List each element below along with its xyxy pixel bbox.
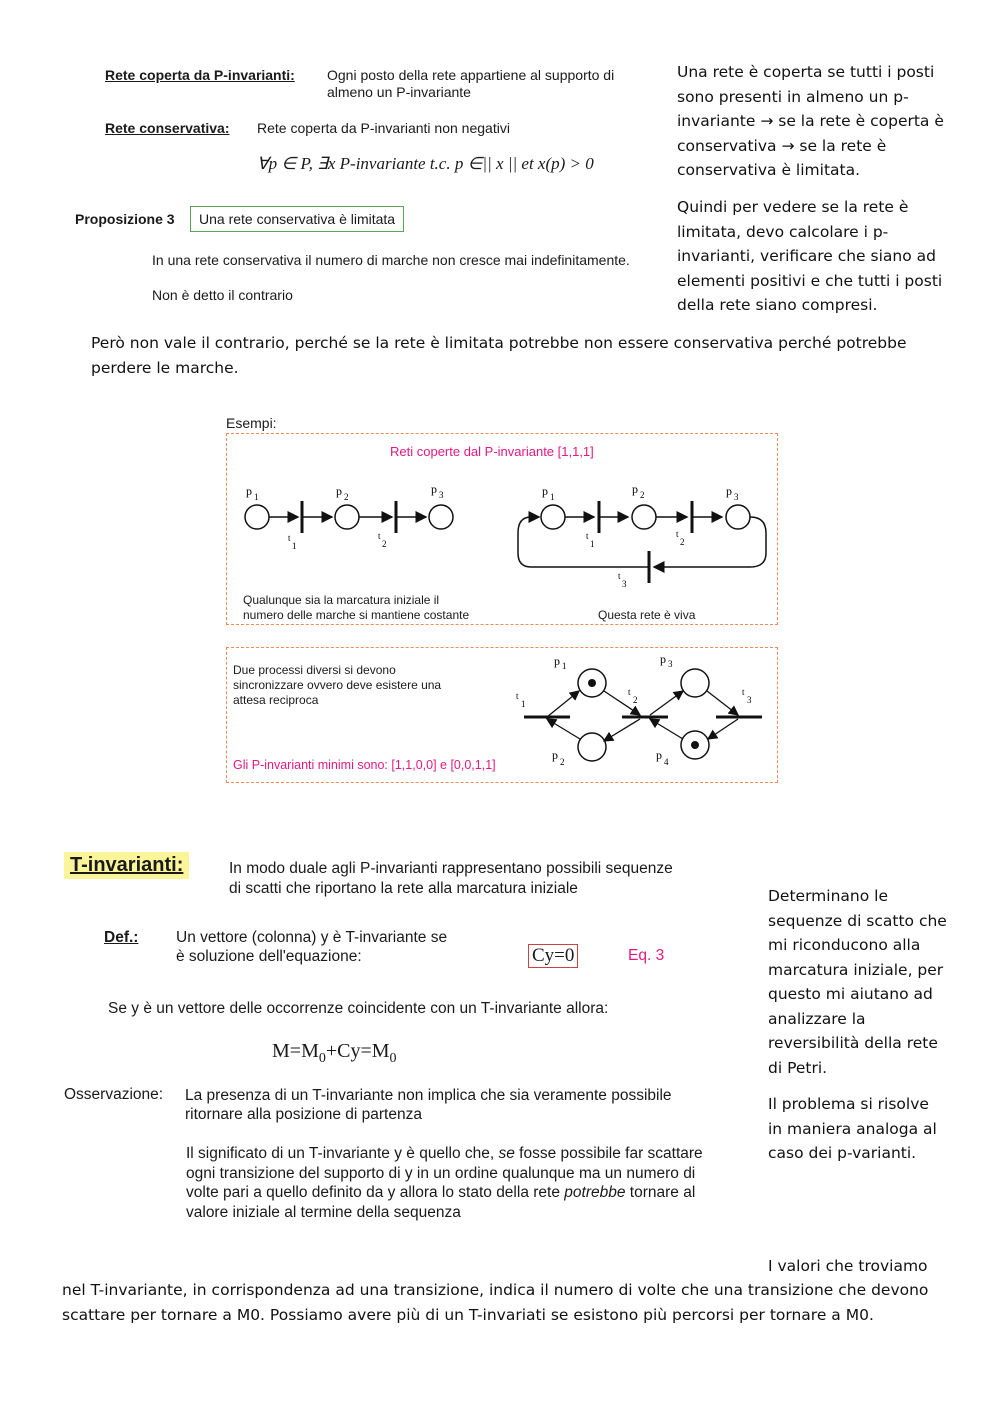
example-box-2-text: Due processi diversi si devono sincronizzare ovvero deve esistere una attesa reciproca <box>233 663 442 707</box>
proposition-text-2: Non è detto il contrario <box>152 287 293 303</box>
place-p1 <box>245 505 269 529</box>
svg-text:2: 2 <box>680 537 685 547</box>
svg-text:2: 2 <box>640 490 645 500</box>
example-box-1-title: Reti coperte dal P-invariante [1,1,1] <box>390 444 594 459</box>
svg-text:t: t <box>516 691 519 701</box>
svg-text:t: t <box>586 531 589 541</box>
example-box-1-caption-right: Questa rete è viva <box>598 608 696 622</box>
covered-net-desc: Ogni posto della rete appartiene al supporto di almeno un P-invariante <box>327 67 615 100</box>
petri-net-sync-example <box>500 647 776 781</box>
occurrence-text: Se y è un vettore delle occorrenze coincidente con un T-invariante allora: <box>108 1000 609 1017</box>
examples-heading: Esempi: <box>226 415 277 431</box>
svg-text:3: 3 <box>747 695 752 705</box>
paragraph-converse: Però non vale il contrario, perché se la rete è limitata potrebbe non essere conservativa perché potrebbe perdere le marche. <box>91 334 907 377</box>
svg-text:4: 4 <box>664 757 669 767</box>
svg-text:p: p <box>542 484 548 498</box>
conservative-net-label: Rete conservativa: <box>105 120 230 136</box>
observation-label: Osservazione: <box>64 1086 164 1103</box>
svg-text:2: 2 <box>382 539 387 549</box>
svg-text:1: 1 <box>254 492 259 502</box>
svg-text:p: p <box>431 482 437 496</box>
svg-text:p: p <box>656 748 662 762</box>
svg-text:1: 1 <box>562 661 567 671</box>
svg-text:t: t <box>628 687 631 697</box>
svg-text:3: 3 <box>668 659 673 669</box>
definition-label: Def.: <box>104 929 139 946</box>
svg-text:t: t <box>676 529 679 539</box>
equation-label: Eq. 3 <box>628 947 665 964</box>
proposition-text-1: In una rete conservativa il numero di marche non cresce mai indefinitamente. <box>152 252 630 268</box>
svg-text:t: t <box>742 687 745 697</box>
equation-box: Cy=0 <box>528 944 578 968</box>
svg-text:t: t <box>618 571 621 581</box>
svg-text:1: 1 <box>292 541 297 551</box>
place-p2 <box>335 505 359 529</box>
conservative-net-desc: Rete coperta da P-invarianti non negativi <box>257 120 510 136</box>
side-note-1: Una rete è coperta se tutti i posti sono presenti in almeno un p-invariante → se la rete è coperta è conservativa → se la rete è conservativa è limitata. <box>677 63 944 179</box>
svg-text:p: p <box>246 484 252 498</box>
t-invariants-title: T-invarianti: <box>64 852 189 879</box>
svg-text:1: 1 <box>521 699 526 709</box>
marking-formula: $M=M_0+Cy=M_0$ <box>272 1040 397 1066</box>
svg-text:1: 1 <box>590 539 595 549</box>
side-note-3: Determinano le sequenze di scatto che mi riconducono alla marcatura iniziale, per questo mi aiutano ad analizzare la reversibilità della rete di Petri. <box>768 887 947 1077</box>
svg-text:t: t <box>378 531 381 541</box>
final-paragraph-first-line: I valori che troviamo <box>768 1257 928 1275</box>
svg-text:p: p <box>552 748 558 762</box>
proposition-label: Proposizione 3 <box>75 211 175 227</box>
svg-text:3: 3 <box>622 579 627 589</box>
svg-text:2: 2 <box>560 757 565 767</box>
place-p3 <box>429 505 453 529</box>
svg-text:3: 3 <box>439 490 444 500</box>
svg-text:p: p <box>554 654 560 668</box>
covered-net-label: Rete coperta da P-invarianti: <box>105 67 295 83</box>
svg-text:2: 2 <box>633 695 638 705</box>
svg-text:t: t <box>288 533 291 543</box>
proposition-box: Una rete conservativa è limitata <box>190 206 404 232</box>
observation-text: La presenza di un T-invariante non implica che sia veramente possibile ritornare alla posizione di partenza <box>185 1087 672 1123</box>
svg-text:1: 1 <box>550 492 555 502</box>
definition-text: Un vettore (colonna) y è T-invariante se è soluzione dell'equazione: <box>176 929 448 965</box>
conservative-formula: ∀p ∈ P, ∃x P-invariante t.c. p ∈|| x || et x(p) > 0 <box>257 154 594 173</box>
svg-text:p: p <box>336 484 342 498</box>
svg-text:p: p <box>726 484 732 498</box>
example-box-1-caption-left: Qualunque sia la marcatura iniziale il numero delle marche si mantiene costante <box>243 593 470 622</box>
side-note-2: Quindi per vedere se la rete è limitata, devo calcolare i p-invarianti, verificare che siano ad elementi positivi e che tutti i posti della rete siano compresi. <box>677 198 943 314</box>
side-note-4: Il problema si risolve in maniera analoga al caso dei p-varianti. <box>768 1095 937 1162</box>
final-paragraph: nel T-invariante, in corrispondenza ad una transizione, indica il numero di volte che una transizione che devono scattare per tornare a M0. Possiamo avere più di un T-invariati se esistono più percorsi per tornare a M0. <box>62 1281 929 1324</box>
svg-text:p: p <box>632 482 638 496</box>
svg-text:2: 2 <box>344 492 349 502</box>
t-invariants-intro: In modo duale agli P-invarianti rappresentano possibili sequenze di scatti che riportano la rete alla marcatura iniziale <box>229 860 673 897</box>
example-box-2-invariants: Gli P-invarianti minimi sono: [1,1,0,0] e [0,0,1,1] <box>233 758 496 772</box>
svg-text:p: p <box>660 652 666 666</box>
t-invariant-meaning: Il significato di un T-invariante y è quello che, se fosse possibile far scattare ogni transizione del supporto di y in un ordine qualunque ma un numero di volte pari a quello definito da y allora lo stato della rete potrebbe tornare al valore iniziale al termine della sequenza <box>186 1145 703 1221</box>
svg-text:3: 3 <box>734 492 739 502</box>
